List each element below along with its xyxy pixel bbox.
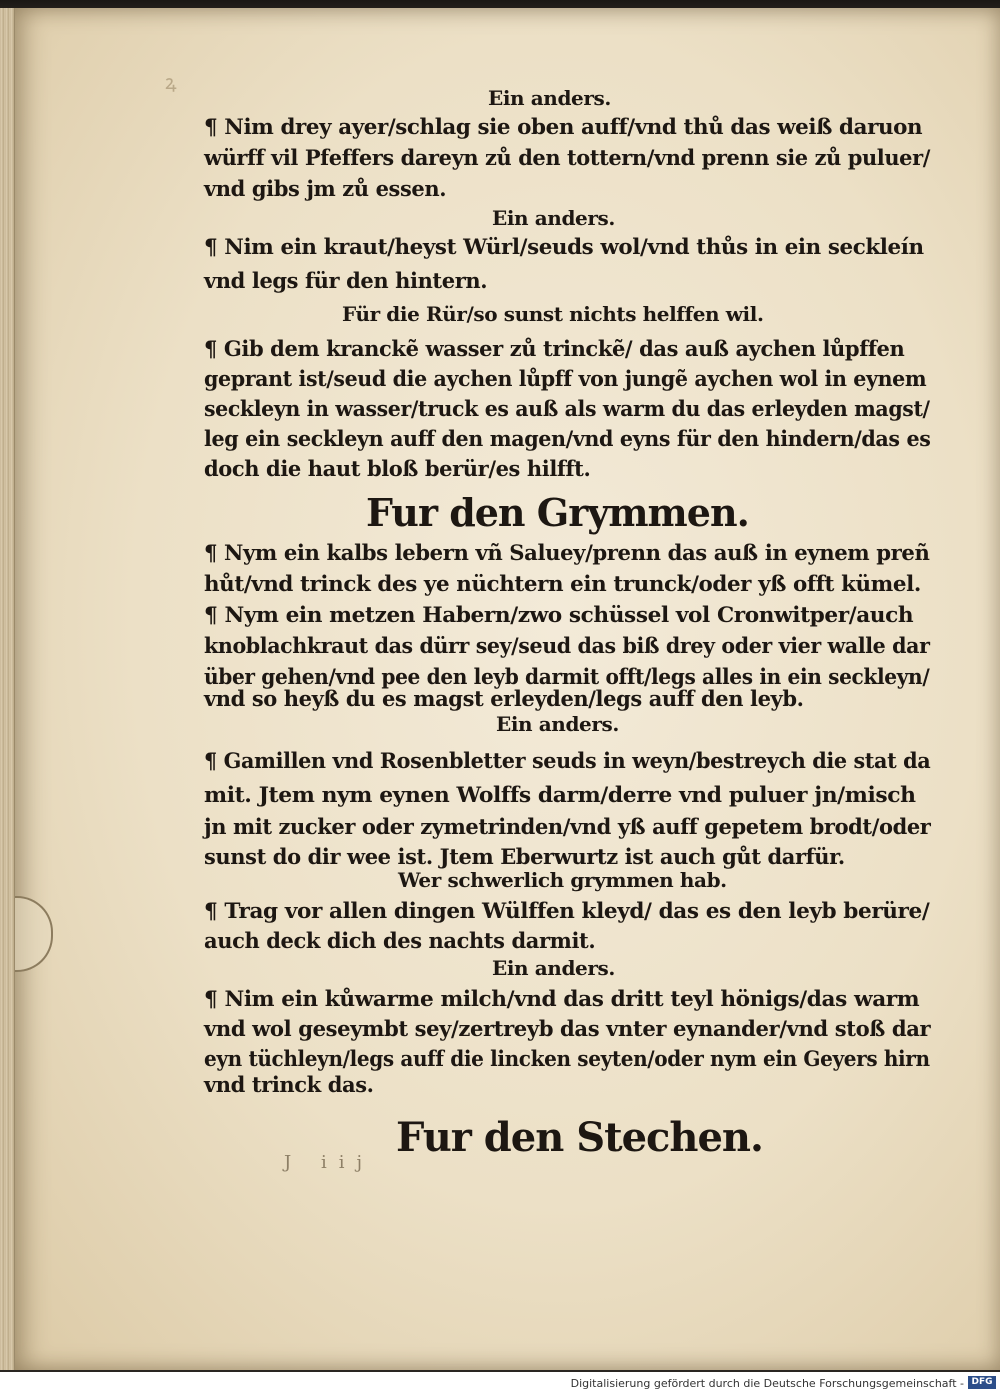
- subheading: Ein anders.: [492, 206, 615, 230]
- text-line: ¶ Nym ein kalbs lebern vñ Saluey/prenn das auß in eynem preñ: [204, 540, 930, 565]
- text-line: ¶ Nym ein metzen Habern/zwo schüssel vol Cronwitper/auch: [204, 602, 914, 627]
- subheading: Ein anders.: [496, 712, 619, 736]
- text-line: vnd gibs jm zů essen.: [204, 176, 447, 201]
- text-line: vnd trinck das.: [204, 1072, 374, 1097]
- text-line: eyn tüchleyn/legs auff die lincken seyten/oder nym ein Geyers hirn: [204, 1046, 930, 1071]
- page-tab-mark: [15, 896, 53, 972]
- section-heading: Fur den Grymmen.: [366, 490, 749, 535]
- text-line: doch die haut bloß berür/es hilfft.: [204, 456, 591, 481]
- text-line: ¶ Gib dem kranckẽ wasser zů trinckẽ/ das auß aychen lůpffen: [204, 336, 905, 361]
- text-line: mit. Jtem nym eynen Wolffs darm/derre vnd puluer jn/misch: [204, 782, 916, 807]
- text-line: sunst do dir wee ist. Jtem Eberwurtz ist auch gůt darfür.: [204, 844, 845, 869]
- text-line: vnd so heyß du es magst erleyden/legs auff den leyb.: [204, 686, 804, 711]
- text-line: ¶ Nim ein kůwarme milch/vnd das dritt teyl hönigs/das warm: [204, 986, 920, 1011]
- subheading: Für die Rür/so sunst nichts helffen wil.: [342, 302, 764, 326]
- margin-mark: ꝝ: [165, 70, 177, 94]
- signature-mark: J iij: [284, 1152, 375, 1173]
- text-line: vnd wol geseymbt sey/zertreyb das vnter eynander/vnd stoß dar: [204, 1016, 931, 1041]
- subheading: Wer schwerlich grymmen hab.: [398, 868, 727, 892]
- text-line: auch deck dich des nachts darmit.: [204, 928, 596, 953]
- text-line: seckleyn in wasser/truck es auß als warm du das erleyden magst/: [204, 396, 930, 421]
- text-line: geprant ist/seud die aychen lůpff von jungẽ aychen wol in eynem: [204, 366, 927, 391]
- text-line: ¶ Nim ein kraut/heyst Würl/seuds wol/vnd thůs in ein seckleín: [204, 234, 924, 259]
- text-line: ¶ Trag vor allen dingen Wülffen kleyd/ das es den leyb berüre/: [204, 898, 930, 923]
- text-line: ¶ Nim drey ayer/schlag sie oben auff/vnd thů das weiß daruon: [204, 114, 923, 139]
- footer-credit: Digitalisierung gefördert durch die Deutsche Forschungsgemeinschaft -: [570, 1377, 964, 1390]
- text-line: leg ein seckleyn auff den magen/vnd eyns für den hindern/das es: [204, 426, 931, 451]
- subheading: Ein anders.: [492, 956, 615, 980]
- text-line: vnd legs für den hintern.: [204, 268, 488, 293]
- text-line: ¶ Gamillen vnd Rosenbletter seuds in weyn/bestreych die stat da: [204, 748, 931, 773]
- section-heading: Fur den Stechen.: [396, 1114, 763, 1161]
- text-line: knoblachkraut das dürr sey/seud das biß drey oder vier walle dar: [204, 633, 930, 658]
- text-line: jn mit zucker oder zymetrinden/vnd yß auff gepetem brodt/oder: [204, 814, 931, 839]
- dfg-logo: DFG: [968, 1376, 996, 1389]
- text-line: würff vil Pfeffers dareyn zů den tottern/vnd prenn sie zů puluer/: [204, 145, 930, 170]
- subheading: Ein anders.: [488, 86, 611, 110]
- text-line: hůt/vnd trinck des ye nüchtern ein trunck/oder yß offt kümel.: [204, 571, 921, 596]
- text-line: über gehen/vnd pee den leyb darmit offt/legs alles in ein seckleyn/: [204, 664, 930, 689]
